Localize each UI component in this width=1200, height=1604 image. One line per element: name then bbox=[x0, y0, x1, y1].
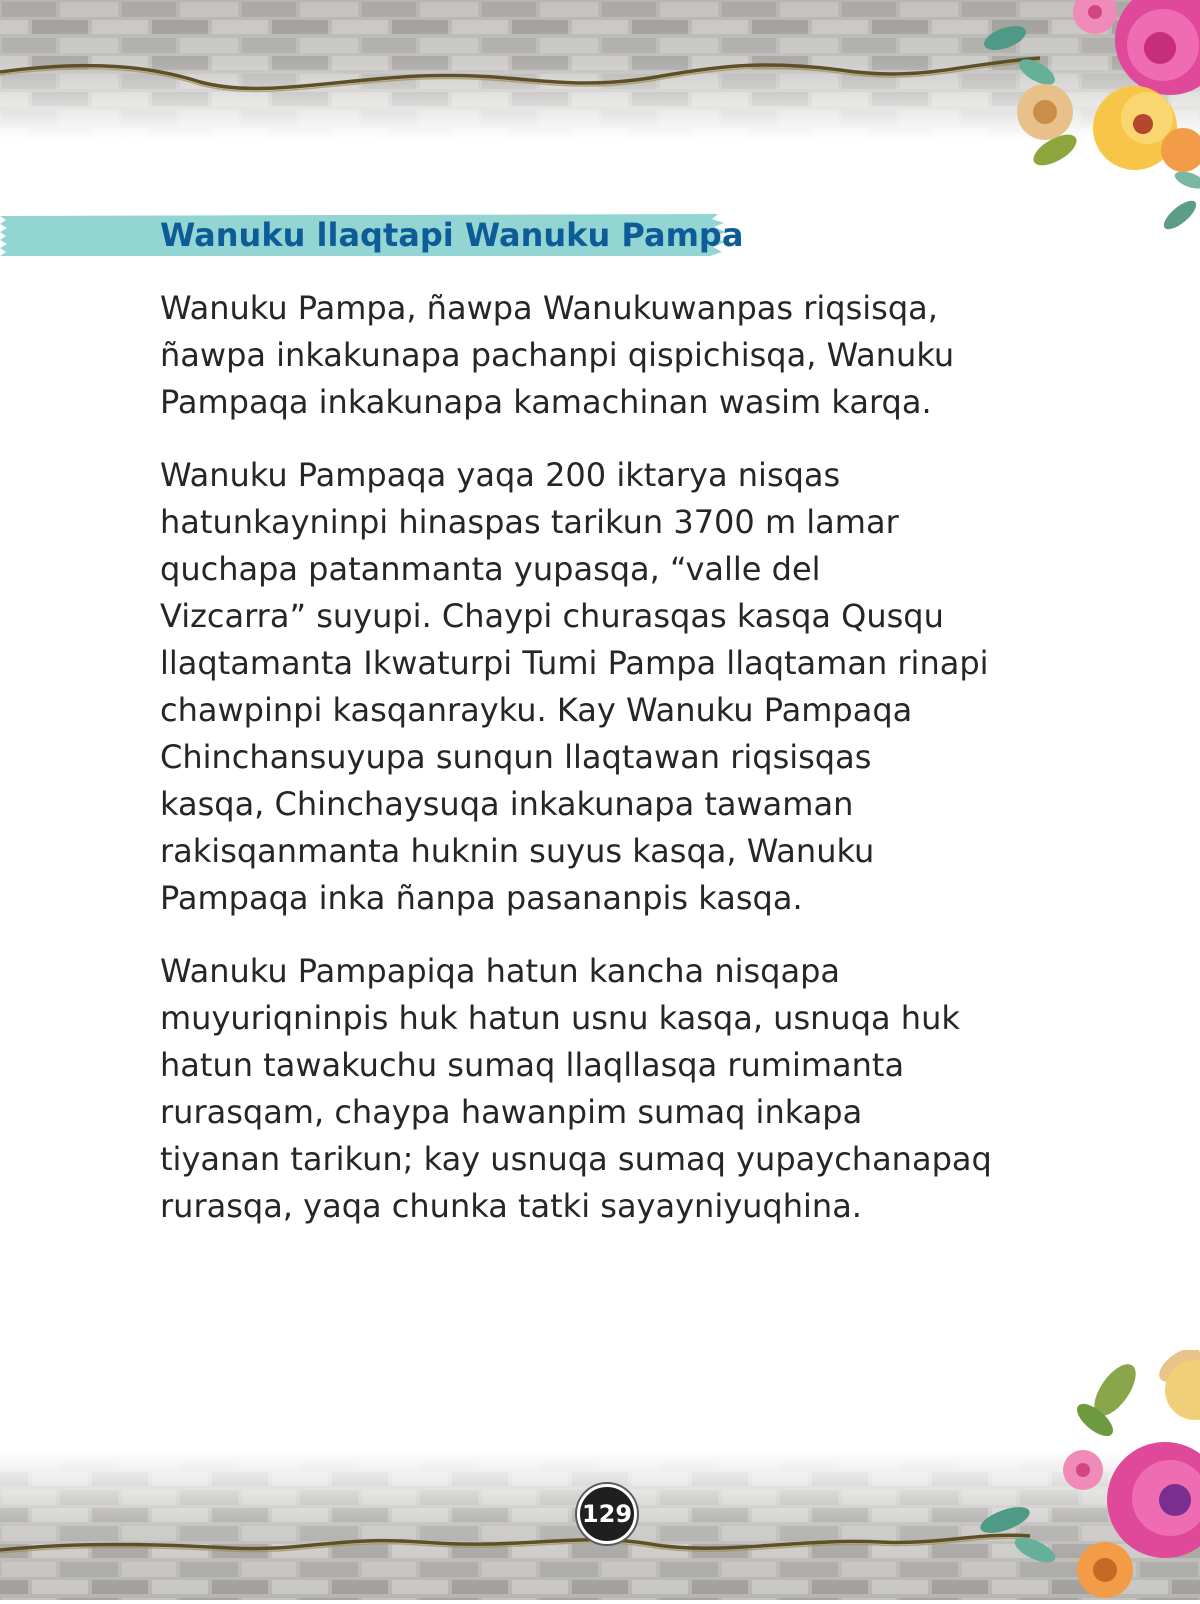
floral-bouquet-icon bbox=[975, 0, 1200, 245]
article-body bbox=[160, 285, 1060, 1256]
page-number-badge: 129 bbox=[577, 1484, 637, 1544]
heading-banner bbox=[0, 214, 744, 256]
paragraph-1: Wanuku Pampa, ñawpa Wanukuwanpas riqsisqa, ñawpa inkakunapa pachanpi qispichisqa, Wanuku Pampaqa inkakunapa kamachinan wasim karqa. bbox=[160, 289, 955, 421]
paragraph-2: Wanuku Pampaqa yaqa 200 iktarya nisqas hatunkayninpi hinaspas tarikun 3700 m lamar quchapa patanmanta yupasqa, “valle del Vizcarra” suyupi. Chaypi churasqas kasqa Qusqu llaqtamanta Ikwaturpi Tumi Pampa llaqtaman rinapi chawpinpi kasqanrayku. Kay Wanuku Pampaqa Chinchansuyupa sunqun llaqtawan riqsisqas kasqa, Chinchaysuqa inkakunapa tawaman rakisqanmanta huknin suyus kasqa, Wanuku Pampaqa inka ñanpa pasananpis kasqa. bbox=[160, 456, 989, 917]
floral-bouquet-icon bbox=[965, 1350, 1200, 1600]
page-title: Wanuku llaqtapi Wanuku Pampa bbox=[160, 216, 744, 254]
paragraph-3: Wanuku Pampapiqa hatun kancha nisqapa muyuriqninpis huk hatun usnu kasqa, usnuqa huk hatun tawakuchu sumaq llaqllasqa rumimanta rurasqam, chaypa hawanpim sumaq inkapa tiyanan tarikun; kay usnuqa sumaq yupaychanapaq rurasqa, yaqa chunka tatki sayayniyuqhina. bbox=[160, 952, 992, 1225]
